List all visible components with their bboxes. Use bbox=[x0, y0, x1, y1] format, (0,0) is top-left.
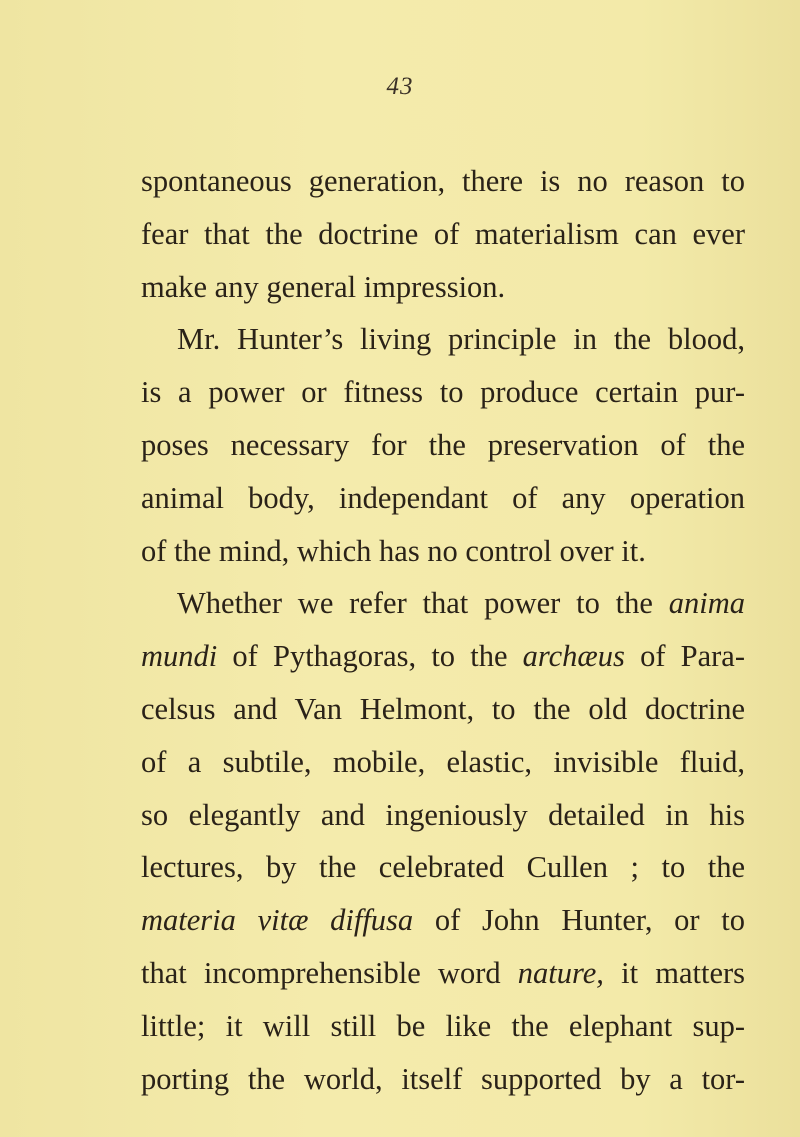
text-line: spontaneous generation, there is no reason to bbox=[141, 164, 745, 198]
italic-term: mundi bbox=[141, 639, 218, 674]
text-line bbox=[141, 630, 745, 683]
page-number: 43 bbox=[386, 73, 414, 100]
text-line: of a subtile, mobile, elastic, invisible fluid, bbox=[141, 744, 745, 779]
text-line: celsus and Van Helmont, to the old doctrine bbox=[141, 691, 745, 726]
text-line: little; it will still be like the elephant sup- bbox=[141, 1008, 745, 1043]
text-run: that incomprehensible word bbox=[141, 955, 501, 990]
text-line bbox=[141, 947, 745, 1000]
italic-term: materia vitæ diffusa bbox=[141, 903, 414, 938]
text-line: lectures, by the celebrated Cullen ; to the bbox=[141, 850, 745, 885]
text-line: porting the world, itself supported by a tor- bbox=[141, 1061, 745, 1096]
italic-term: nature, bbox=[517, 955, 604, 990]
text-line: animal body, independant of any operation bbox=[141, 480, 745, 515]
text-line bbox=[141, 894, 745, 947]
text-run: of Pythagoras, to the bbox=[232, 639, 508, 674]
text-run: of John Hunter, or to bbox=[434, 903, 746, 938]
text-run: of Para- bbox=[640, 639, 746, 674]
text-line: Mr. Hunter’s living principle in the blood, bbox=[177, 322, 745, 357]
italic-term: archæus bbox=[522, 639, 625, 674]
text-line: of the mind, which has no control over it. bbox=[141, 533, 646, 568]
text-line: poses necessary for the preservation of the bbox=[141, 427, 745, 462]
italic-term: anima bbox=[668, 586, 746, 621]
text-line: is a power or fitness to produce certain pur- bbox=[141, 375, 745, 410]
text-line bbox=[141, 577, 745, 630]
text-run: it matters bbox=[621, 955, 746, 990]
text-line: make any general impression. bbox=[141, 269, 506, 304]
text-line: so elegantly and ingeniously detailed in his bbox=[141, 797, 745, 832]
text-run: Whether we refer that power to the bbox=[177, 586, 653, 621]
body-text bbox=[141, 155, 745, 1105]
text-line: fear that the doctrine of materialism can ever bbox=[141, 216, 745, 251]
